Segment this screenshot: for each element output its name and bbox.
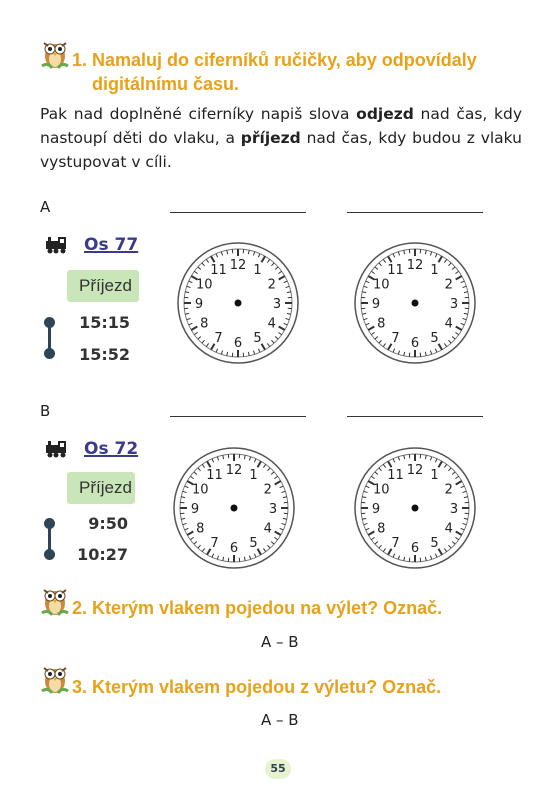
clock-face[interactable] — [353, 241, 477, 365]
clock-number: 6 — [410, 336, 420, 351]
clock-center — [412, 505, 419, 512]
clock-number: 8 — [377, 316, 386, 332]
clock-number: 7 — [391, 330, 400, 346]
clock-number: 1 — [430, 468, 439, 484]
clock-number: 9 — [190, 502, 200, 517]
clock-number: 11 — [387, 263, 404, 279]
word-arrival: příjezd — [240, 129, 301, 147]
train-icon — [44, 440, 70, 458]
owl-icon — [40, 36, 70, 70]
timeline-dot — [44, 348, 55, 359]
clock-number: 4 — [263, 521, 272, 537]
clock-number: 6 — [410, 541, 420, 556]
clock-number: 8 — [200, 316, 209, 332]
clock-number: 8 — [196, 521, 205, 537]
clock-number: 10 — [372, 482, 390, 498]
timeline-line — [48, 322, 51, 350]
task3-answer[interactable]: A – B — [261, 711, 299, 729]
clock-number: 2 — [267, 277, 276, 293]
clock-number: 7 — [391, 535, 400, 551]
clock-number: 2 — [263, 482, 272, 498]
clock-number: 3 — [449, 502, 459, 517]
word-departure: odjezd — [356, 105, 414, 123]
clock-number: 5 — [430, 330, 439, 346]
clock-number: 5 — [430, 535, 439, 551]
task2-title: 2. Kterým vlakem pojedou na výlet? Označ. — [72, 598, 443, 618]
clock-number: 12 — [406, 463, 424, 478]
arrival-badge-b: Příjezd — [67, 472, 135, 504]
owl-icon — [40, 583, 70, 617]
time-b-2: 10:27 — [77, 545, 128, 564]
task1-instructions: Pak nad doplněné ciferníky napiš slova odjezd nad čas, kdy nastoupí děti do vlaku, a příjezd nad čas, kdy budou z vlaku vystupovat v cíli. — [40, 105, 523, 171]
task2-answer[interactable]: A – B — [261, 633, 299, 651]
clock-number: 4 — [444, 316, 453, 332]
task1-title-line1: 1. Namaluj do ciferníků ručičky, aby odpovídaly — [72, 50, 477, 70]
clock-number: 11 — [210, 263, 227, 279]
clock-number: 11 — [387, 468, 404, 484]
clock-center — [231, 505, 238, 512]
timeline-dot — [44, 549, 55, 560]
clock-number: 9 — [194, 297, 204, 312]
clock-number: 11 — [206, 468, 223, 484]
clock-number: 12 — [225, 463, 243, 478]
clock-number: 1 — [249, 468, 258, 484]
clock-number: 7 — [214, 330, 223, 346]
clock-number: 7 — [210, 535, 219, 551]
clock-number: 9 — [371, 297, 381, 312]
answer-blank[interactable] — [170, 212, 306, 213]
clock-number: 8 — [377, 521, 386, 537]
answer-blank[interactable] — [347, 416, 483, 417]
clock-number: 12 — [229, 258, 247, 273]
clock-face[interactable] — [172, 446, 296, 570]
clock-face[interactable] — [353, 446, 477, 570]
clock-number: 6 — [229, 541, 239, 556]
clock-center — [235, 300, 242, 307]
clock-number: 3 — [268, 502, 278, 517]
clock-number: 2 — [444, 482, 453, 498]
answer-blank[interactable] — [347, 212, 483, 213]
task1-title-line2: digitálnímu času. — [92, 74, 240, 94]
train-name-a: Os 77 — [84, 235, 139, 255]
clock-number: 1 — [430, 263, 439, 279]
clock-number: 4 — [267, 316, 276, 332]
clock-number: 3 — [272, 297, 282, 312]
time-a-1: 15:15 — [79, 313, 130, 332]
clock-number: 4 — [444, 521, 453, 537]
clock-number: 10 — [195, 277, 213, 293]
clock-number: 3 — [449, 297, 459, 312]
time-b-1: 9:50 — [88, 514, 128, 533]
clock-number: 1 — [253, 263, 262, 279]
clock-number: 9 — [371, 502, 381, 517]
clock-number: 10 — [372, 277, 390, 293]
clock-face[interactable] — [176, 241, 300, 365]
page-number: 55 — [265, 759, 291, 779]
clock-number: 12 — [406, 258, 424, 273]
train-icon — [44, 236, 70, 254]
clock-number: 2 — [444, 277, 453, 293]
task3-title: 3. Kterým vlakem pojedou z výletu? Označ. — [72, 677, 442, 697]
arrival-badge-a: Příjezd — [67, 270, 139, 302]
clock-number: 5 — [253, 330, 262, 346]
timeline-line — [48, 523, 51, 551]
section-a-letter: A — [40, 198, 51, 216]
clock-number: 6 — [233, 336, 243, 351]
train-name-b: Os 72 — [84, 439, 139, 459]
answer-blank[interactable] — [170, 416, 306, 417]
clock-center — [412, 300, 419, 307]
section-b-letter: B — [40, 402, 51, 420]
time-a-2: 15:52 — [79, 345, 130, 364]
clock-number: 5 — [249, 535, 258, 551]
clock-number: 10 — [191, 482, 209, 498]
owl-icon — [40, 661, 70, 695]
